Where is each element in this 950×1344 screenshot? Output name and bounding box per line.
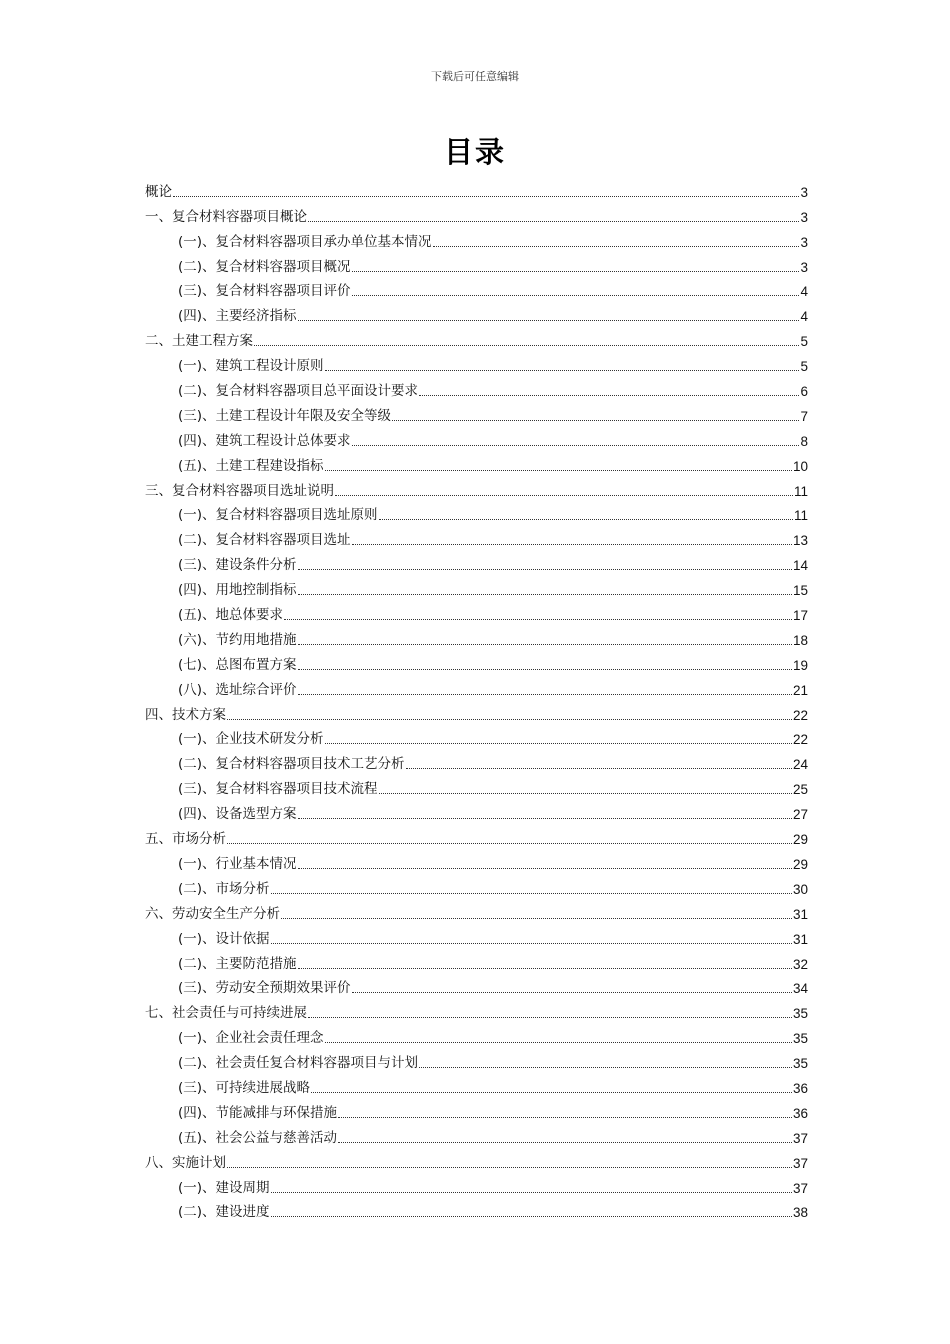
toc-entry[interactable] bbox=[145, 948, 808, 973]
toc-entry-page-number: 30 bbox=[792, 881, 808, 897]
toc-entry-page-number: 3 bbox=[800, 259, 808, 275]
toc-entry-label: (五)、地总体要求 bbox=[178, 607, 284, 624]
toc-entry-label: (二)、复合材料容器项目技术工艺分析 bbox=[178, 756, 405, 773]
toc-entry-label: (六)、节约用地措施 bbox=[178, 631, 297, 648]
toc-entry[interactable] bbox=[145, 699, 808, 724]
toc-dot-leader bbox=[298, 568, 792, 570]
toc-entry-page-number: 3 bbox=[800, 209, 808, 225]
toc-dot-leader bbox=[335, 494, 793, 496]
toc-entry[interactable] bbox=[145, 475, 808, 500]
toc-dot-leader bbox=[281, 917, 792, 919]
toc-dot-leader bbox=[173, 195, 799, 197]
toc-entry-label: (一)、建筑工程设计原则 bbox=[178, 358, 324, 375]
toc-entry-page-number: 3 bbox=[800, 234, 808, 250]
toc-dot-leader bbox=[325, 742, 792, 744]
toc-dot-leader bbox=[284, 618, 792, 620]
toc-dot-leader bbox=[352, 991, 792, 993]
toc-dot-leader bbox=[352, 543, 792, 545]
toc-entry[interactable] bbox=[145, 425, 808, 450]
toc-entry[interactable] bbox=[145, 524, 808, 549]
toc-entry-page-number: 11 bbox=[793, 508, 808, 524]
toc-entry-page-number: 7 bbox=[800, 408, 808, 424]
toc-entry-label: (三)、复合材料容器项目技术流程 bbox=[178, 781, 378, 798]
toc-dot-leader bbox=[227, 842, 792, 844]
toc-dot-leader bbox=[271, 1215, 792, 1217]
toc-entry-page-number: 36 bbox=[792, 1105, 808, 1121]
toc-dot-leader bbox=[271, 1191, 792, 1193]
toc-entry-page-number: 14 bbox=[792, 558, 808, 574]
page-header: 下载后可任意编辑 bbox=[431, 70, 519, 83]
toc-entry-label: (四)、主要经济指标 bbox=[178, 308, 297, 325]
toc-entry[interactable] bbox=[145, 923, 808, 948]
toc-entry-page-number: 35 bbox=[792, 1031, 808, 1047]
toc-dot-leader bbox=[352, 444, 800, 446]
toc-entry-label: (三)、劳动安全预期效果评价 bbox=[178, 980, 351, 997]
toc-entry[interactable] bbox=[145, 1047, 808, 1072]
toc-entry-label: (二)、复合材料容器项目选址 bbox=[178, 532, 351, 549]
toc-entry-label: (二)、复合材料容器项目概况 bbox=[178, 258, 351, 275]
toc-entry-page-number: 38 bbox=[792, 1205, 808, 1221]
toc-entry[interactable] bbox=[145, 997, 808, 1022]
toc-dot-leader bbox=[325, 1041, 792, 1043]
toc-entry[interactable] bbox=[145, 375, 808, 400]
toc-entry-label: 六、劳动安全生产分析 bbox=[145, 905, 280, 922]
toc-entry-page-number: 11 bbox=[793, 483, 808, 499]
toc-dot-leader bbox=[271, 892, 792, 894]
toc-entry-label: (三)、可持续进展战略 bbox=[178, 1079, 311, 1096]
toc-entry-label: (一)、复合材料容器项目选址原则 bbox=[178, 507, 378, 524]
toc-entry-page-number: 35 bbox=[792, 1006, 808, 1022]
toc-entry-label: (四)、设备选型方案 bbox=[178, 806, 297, 823]
toc-entry-label: (一)、企业社会责任理念 bbox=[178, 1030, 324, 1047]
toc-dot-leader bbox=[227, 718, 792, 720]
toc-entry[interactable] bbox=[145, 973, 808, 998]
toc-entry-page-number: 8 bbox=[800, 433, 808, 449]
toc-entry[interactable] bbox=[145, 873, 808, 898]
toc-entry-label: (二)、建设进度 bbox=[178, 1204, 270, 1221]
page-title: 目录 bbox=[443, 135, 506, 169]
toc-entry[interactable] bbox=[145, 500, 808, 525]
toc-entry-label: (四)、用地控制指标 bbox=[178, 582, 297, 599]
toc-entry-page-number: 31 bbox=[792, 931, 808, 947]
toc-entry-page-number: 5 bbox=[800, 359, 808, 375]
toc-entry-page-number: 29 bbox=[792, 832, 808, 848]
toc-entry-page-number: 34 bbox=[792, 981, 808, 997]
toc-entry-page-number: 22 bbox=[792, 732, 808, 748]
toc-entry-label: 三、复合材料容器项目选址说明 bbox=[145, 482, 334, 499]
toc-entry-label: (五)、社会公益与慈善活动 bbox=[178, 1129, 338, 1146]
toc-entry[interactable] bbox=[145, 226, 808, 251]
toc-entry[interactable] bbox=[145, 574, 808, 599]
toc-entry[interactable] bbox=[145, 748, 808, 773]
toc-entry-page-number: 25 bbox=[792, 782, 808, 798]
toc-entry[interactable] bbox=[145, 599, 808, 624]
toc-entry-label: 七、社会责任与可持续进展 bbox=[145, 1005, 307, 1022]
toc-entry[interactable] bbox=[145, 1172, 808, 1197]
toc-entry-page-number: 15 bbox=[792, 583, 808, 599]
toc-entry-page-number: 29 bbox=[792, 856, 808, 872]
toc-entry-label: (一)、设计依据 bbox=[178, 930, 270, 947]
toc-entry-page-number: 4 bbox=[800, 284, 808, 300]
toc-entry[interactable] bbox=[145, 724, 808, 749]
toc-dot-leader bbox=[308, 1016, 792, 1018]
toc-dot-leader bbox=[406, 767, 792, 769]
toc-entry-page-number: 36 bbox=[792, 1080, 808, 1096]
toc-dot-leader bbox=[298, 319, 800, 321]
toc-entry-label: (二)、主要防范措施 bbox=[178, 955, 297, 972]
toc-entry-page-number: 37 bbox=[792, 1155, 808, 1171]
toc-entry-page-number: 4 bbox=[800, 309, 808, 325]
toc-entry-page-number: 31 bbox=[792, 906, 808, 922]
toc-entry[interactable] bbox=[145, 251, 808, 276]
toc-dot-leader bbox=[298, 693, 792, 695]
toc-dot-leader bbox=[338, 1141, 792, 1143]
toc-dot-leader bbox=[271, 942, 792, 944]
toc-entry-page-number: 5 bbox=[800, 334, 808, 350]
toc-entry-label: (三)、复合材料容器项目评价 bbox=[178, 283, 351, 300]
toc-entry[interactable] bbox=[145, 1122, 808, 1147]
toc-entry-page-number: 32 bbox=[792, 956, 808, 972]
toc-entry[interactable] bbox=[145, 1147, 808, 1172]
toc-entry-label: (八)、选址综合评价 bbox=[178, 681, 297, 698]
toc-entry-label: (三)、土建工程设计年限及安全等级 bbox=[178, 407, 392, 424]
toc-entry[interactable] bbox=[145, 325, 808, 350]
toc-entry-label: (一)、建设周期 bbox=[178, 1179, 270, 1196]
toc-entry-page-number: 13 bbox=[792, 533, 808, 549]
toc-entry-page-number: 35 bbox=[792, 1056, 808, 1072]
toc-entry[interactable] bbox=[145, 276, 808, 301]
toc-entry-label: (三)、建设条件分析 bbox=[178, 557, 297, 574]
toc-entry-page-number: 10 bbox=[792, 458, 808, 474]
toc-entry-label: (二)、复合材料容器项目总平面设计要求 bbox=[178, 383, 419, 400]
toc-entry-page-number: 21 bbox=[792, 682, 808, 698]
toc-dot-leader bbox=[325, 369, 800, 371]
toc-entry-label: (二)、社会责任复合材料容器项目与计划 bbox=[178, 1055, 419, 1072]
toc-entry-page-number: 18 bbox=[792, 632, 808, 648]
toc-dot-leader bbox=[298, 967, 792, 969]
toc-entry-label: (四)、节能减排与环保措施 bbox=[178, 1104, 338, 1121]
toc-dot-leader bbox=[308, 220, 799, 222]
toc-entry[interactable] bbox=[145, 773, 808, 798]
toc-dot-leader bbox=[298, 593, 792, 595]
toc-entry-page-number: 19 bbox=[792, 657, 808, 673]
toc-entry-label: (一)、企业技术研发分析 bbox=[178, 731, 324, 748]
toc-entry[interactable] bbox=[145, 1072, 808, 1097]
toc-entry[interactable] bbox=[145, 848, 808, 873]
toc-dot-leader bbox=[325, 469, 792, 471]
toc-entry-page-number: 37 bbox=[792, 1180, 808, 1196]
toc-dot-leader bbox=[379, 792, 792, 794]
toc-entry[interactable] bbox=[145, 624, 808, 649]
toc-entry-page-number: 24 bbox=[792, 757, 808, 773]
toc-dot-leader bbox=[392, 419, 799, 421]
toc-entry-page-number: 27 bbox=[792, 807, 808, 823]
toc-entry-label: (一)、复合材料容器项目承办单位基本情况 bbox=[178, 233, 432, 250]
toc-entry[interactable] bbox=[145, 350, 808, 375]
toc-entry[interactable] bbox=[145, 1097, 808, 1122]
toc-entry-label: (二)、市场分析 bbox=[178, 880, 270, 897]
toc-entry[interactable] bbox=[145, 549, 808, 574]
toc-entry[interactable] bbox=[145, 649, 808, 674]
toc-entry[interactable] bbox=[145, 898, 808, 923]
toc-entry-label: 四、技术方案 bbox=[145, 706, 226, 723]
toc-dot-leader bbox=[298, 817, 792, 819]
toc-entry-page-number: 3 bbox=[800, 184, 808, 200]
toc-dot-leader bbox=[352, 270, 800, 272]
toc-dot-leader bbox=[433, 245, 800, 247]
toc-entry[interactable] bbox=[145, 823, 808, 848]
toc-entry-page-number: 17 bbox=[792, 608, 808, 624]
toc-entry[interactable] bbox=[145, 201, 808, 226]
toc-dot-leader bbox=[298, 643, 792, 645]
toc-entry-page-number: 37 bbox=[792, 1130, 808, 1146]
toc-entry-label: (五)、土建工程建设指标 bbox=[178, 457, 324, 474]
toc-entry[interactable] bbox=[145, 300, 808, 325]
toc-dot-leader bbox=[311, 1091, 792, 1093]
toc-entry[interactable] bbox=[145, 450, 808, 475]
toc-entry-label: 概论 bbox=[145, 183, 172, 200]
toc-entry-label: (一)、行业基本情况 bbox=[178, 855, 297, 872]
toc-dot-leader bbox=[419, 1066, 792, 1068]
toc-entry[interactable] bbox=[145, 674, 808, 699]
toc-dot-leader bbox=[338, 1116, 792, 1118]
toc-dot-leader bbox=[419, 394, 799, 396]
toc-dot-leader bbox=[352, 294, 800, 296]
toc-entry-page-number: 22 bbox=[792, 707, 808, 723]
toc-entry-label: (七)、总图布置方案 bbox=[178, 656, 297, 673]
toc-entry[interactable] bbox=[145, 400, 808, 425]
toc-dot-leader bbox=[298, 668, 792, 670]
toc-entry-label: 八、实施计划 bbox=[145, 1154, 226, 1171]
toc-dot-leader bbox=[254, 344, 799, 346]
toc-entry[interactable] bbox=[145, 798, 808, 823]
toc-entry[interactable] bbox=[145, 1197, 808, 1222]
toc-entry-label: (四)、建筑工程设计总体要求 bbox=[178, 432, 351, 449]
toc-entry-label: 二、土建工程方案 bbox=[145, 333, 253, 350]
toc-entry[interactable] bbox=[145, 1022, 808, 1047]
toc-dot-leader bbox=[298, 867, 792, 869]
toc-dot-leader bbox=[227, 1166, 792, 1168]
toc-entry-label: 五、市场分析 bbox=[145, 831, 226, 848]
toc-dot-leader bbox=[379, 518, 793, 520]
table-of-contents bbox=[145, 176, 808, 1221]
toc-entry[interactable] bbox=[145, 176, 808, 201]
toc-entry-page-number: 6 bbox=[800, 384, 808, 400]
toc-entry-label: 一、复合材料容器项目概论 bbox=[145, 208, 307, 225]
